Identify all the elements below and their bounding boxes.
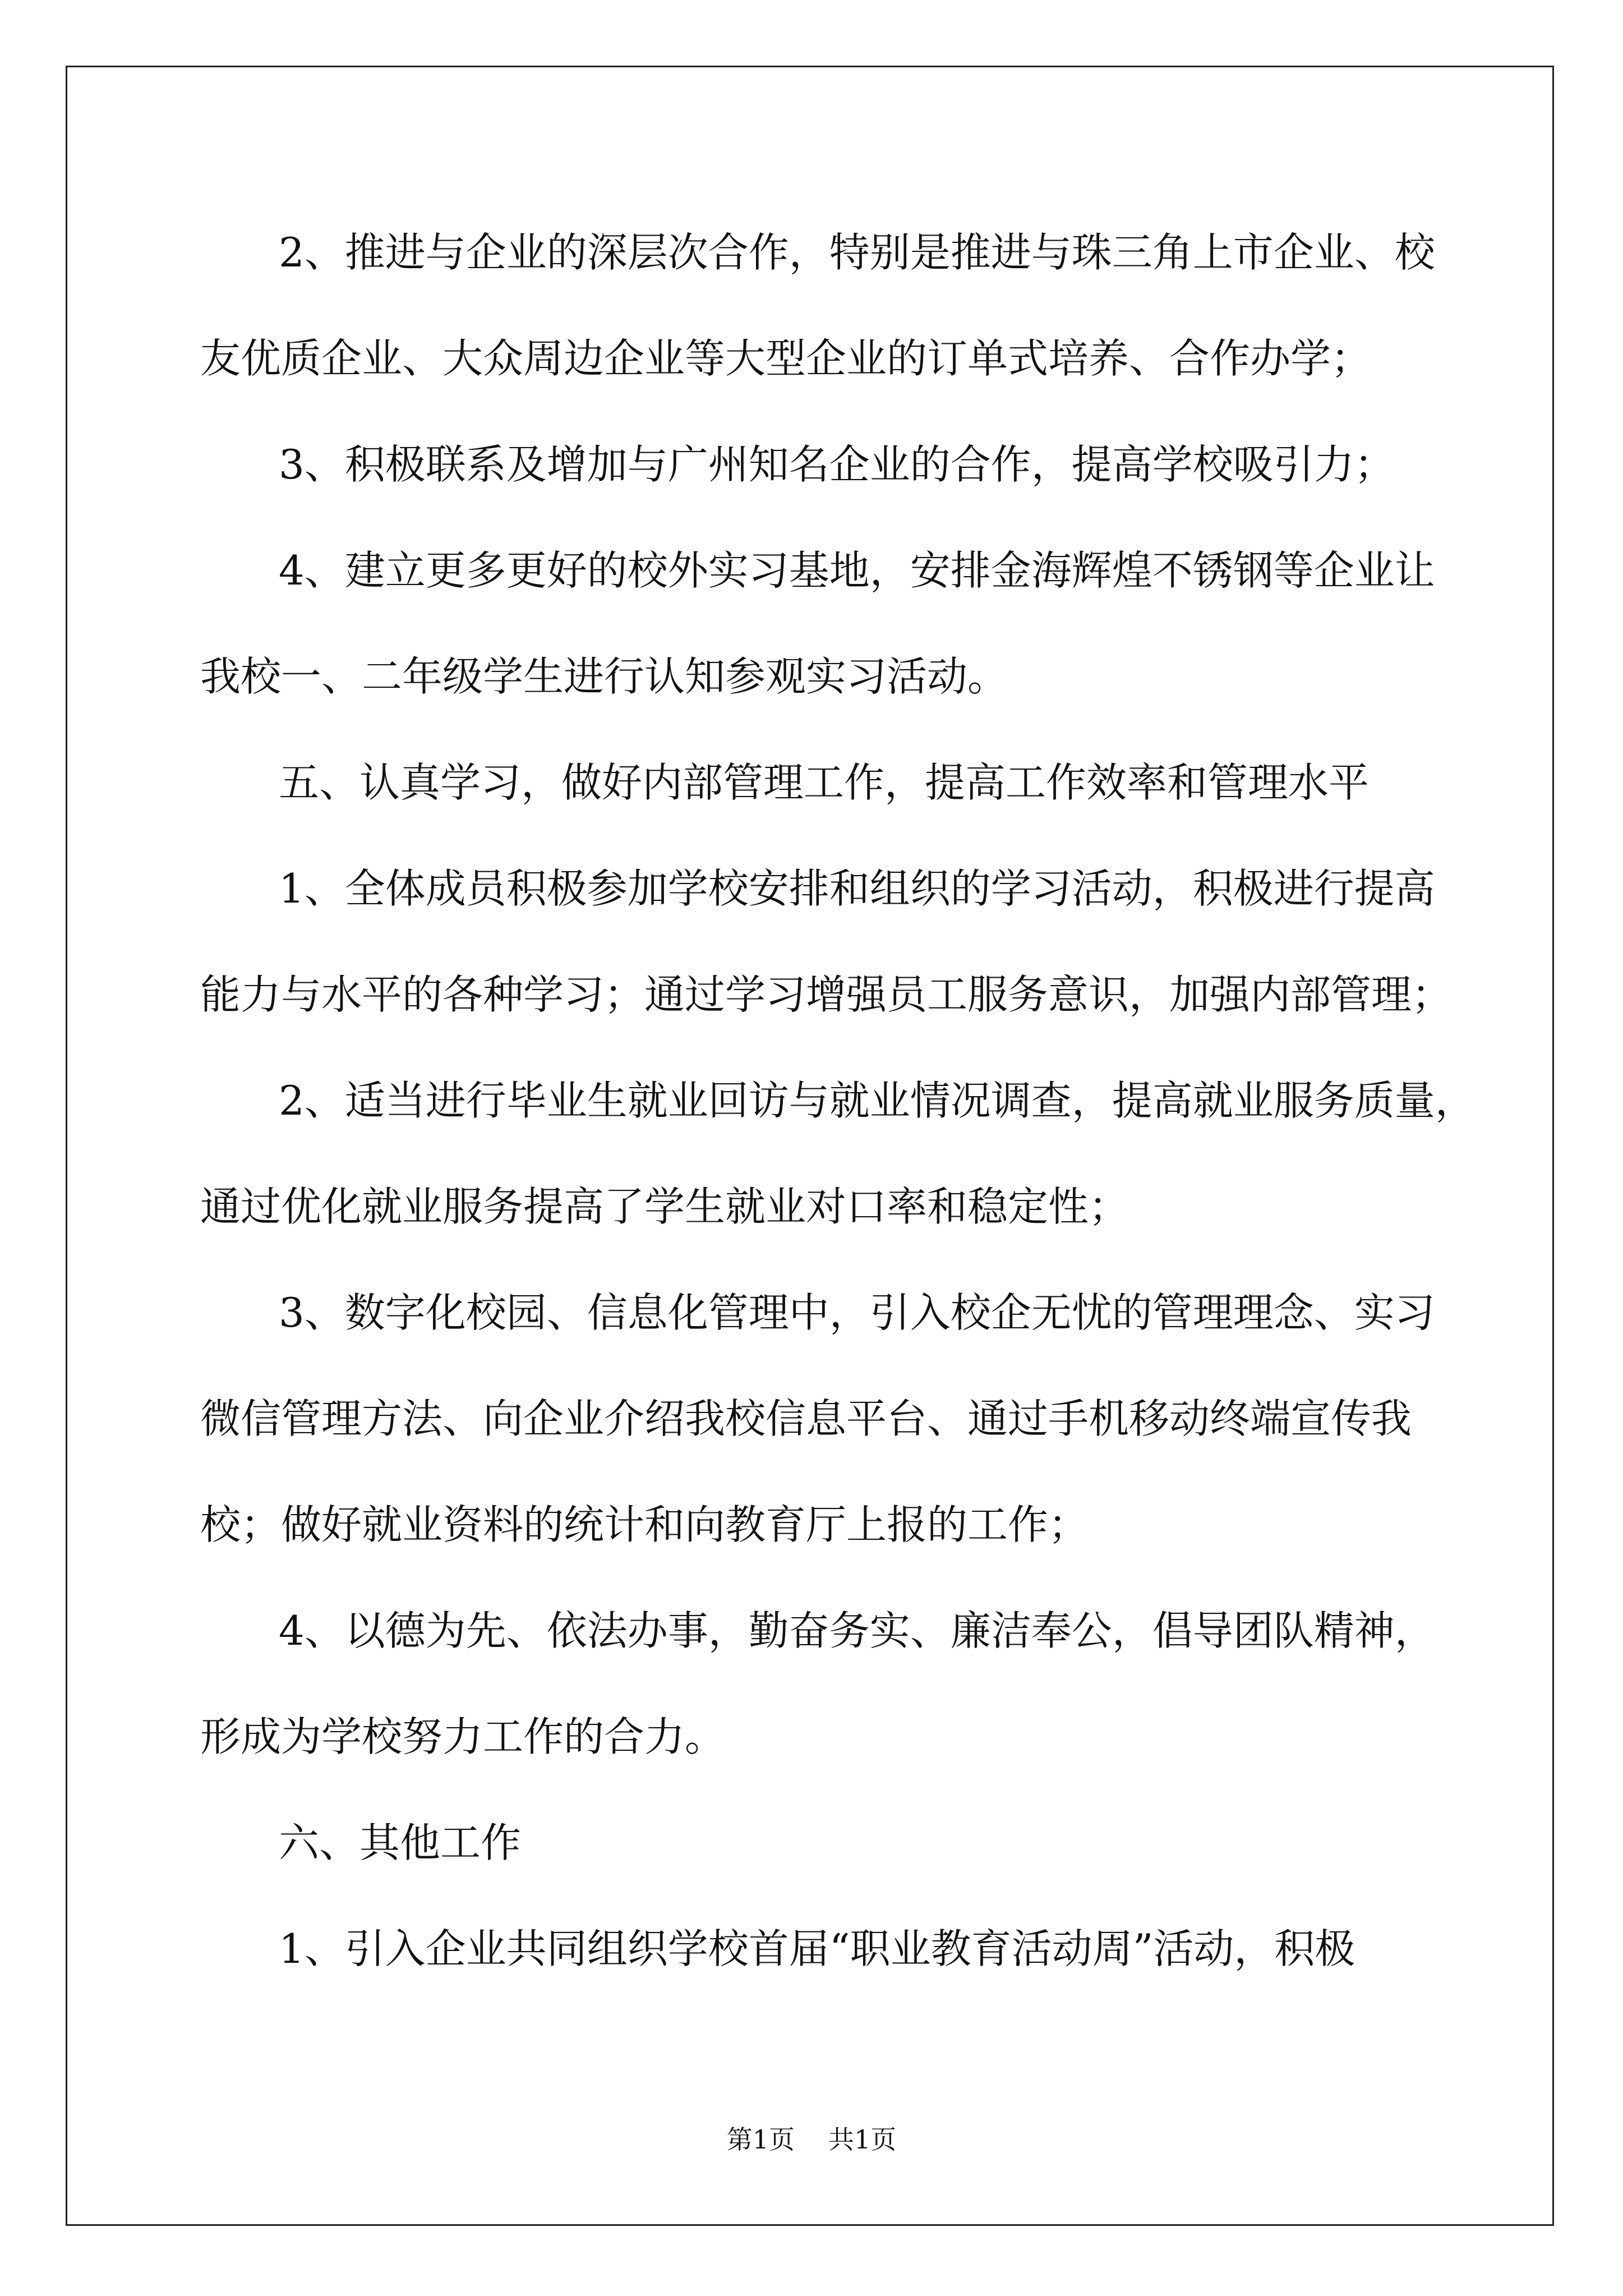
paragraph-line: 通过优化就业服务提高了学生就业对口率和稳定性；	[200, 1183, 1129, 1230]
paragraph-line: 4、以德为先、依法办事，勤奋务实、廉洁奉公，倡导团队精神，	[279, 1607, 1435, 1654]
paragraph-line: 2、适当进行毕业生就业回访与就业情况调查，提高就业服务质量，	[279, 1077, 1476, 1124]
paragraph-line: 3、数字化校园、信息化管理中，引入校企无忧的管理理念、实习	[279, 1289, 1435, 1336]
paragraph-line: 友优质企业、大众周边企业等大型企业的订单式培养、合作办学；	[200, 335, 1372, 382]
paragraph-line: 能力与水平的各种学习；通过学习增强员工服务意识，加强内部管理；	[200, 971, 1453, 1018]
paragraph-line: 4、建立更多更好的校外实习基地，安排金海辉煌不锈钢等企业让	[279, 547, 1435, 594]
page-footer	[0, 2123, 1623, 2156]
paragraph-line: 我校一、二年级学生进行认知参观实习活动。	[200, 653, 1008, 700]
paragraph-line: 2、推进与企业的深层次合作，特别是推进与珠三角上市企业、校	[279, 229, 1435, 276]
paragraph-line: 3、积极联系及增加与广州知名企业的合作，提高学校吸引力；	[279, 441, 1395, 488]
paragraph-line: 校；做好就业资料的统计和向教育厅上报的工作；	[200, 1501, 1089, 1548]
page-number-current: 第1页	[726, 2124, 795, 2155]
section-heading: 五、认真学习，做好内部管理工作，提高工作效率和管理水平	[279, 759, 1370, 806]
document-body	[200, 200, 1490, 2002]
paragraph-line: 微信管理方法、向企业介绍我校信息平台、通过手机移动终端宣传我	[200, 1395, 1412, 1442]
paragraph-line: 1、引入企业共同组织学校首届“职业教育活动周”活动，积极	[279, 1925, 1355, 1972]
paragraph-line: 形成为学校努力工作的合力。	[200, 1713, 726, 1760]
page-number-total: 共1页	[828, 2124, 897, 2155]
section-heading: 六、其他工作	[279, 1819, 522, 1866]
paragraph-line: 1、全体成员积极参加学校安排和组织的学习活动，积极进行提高	[279, 865, 1435, 912]
